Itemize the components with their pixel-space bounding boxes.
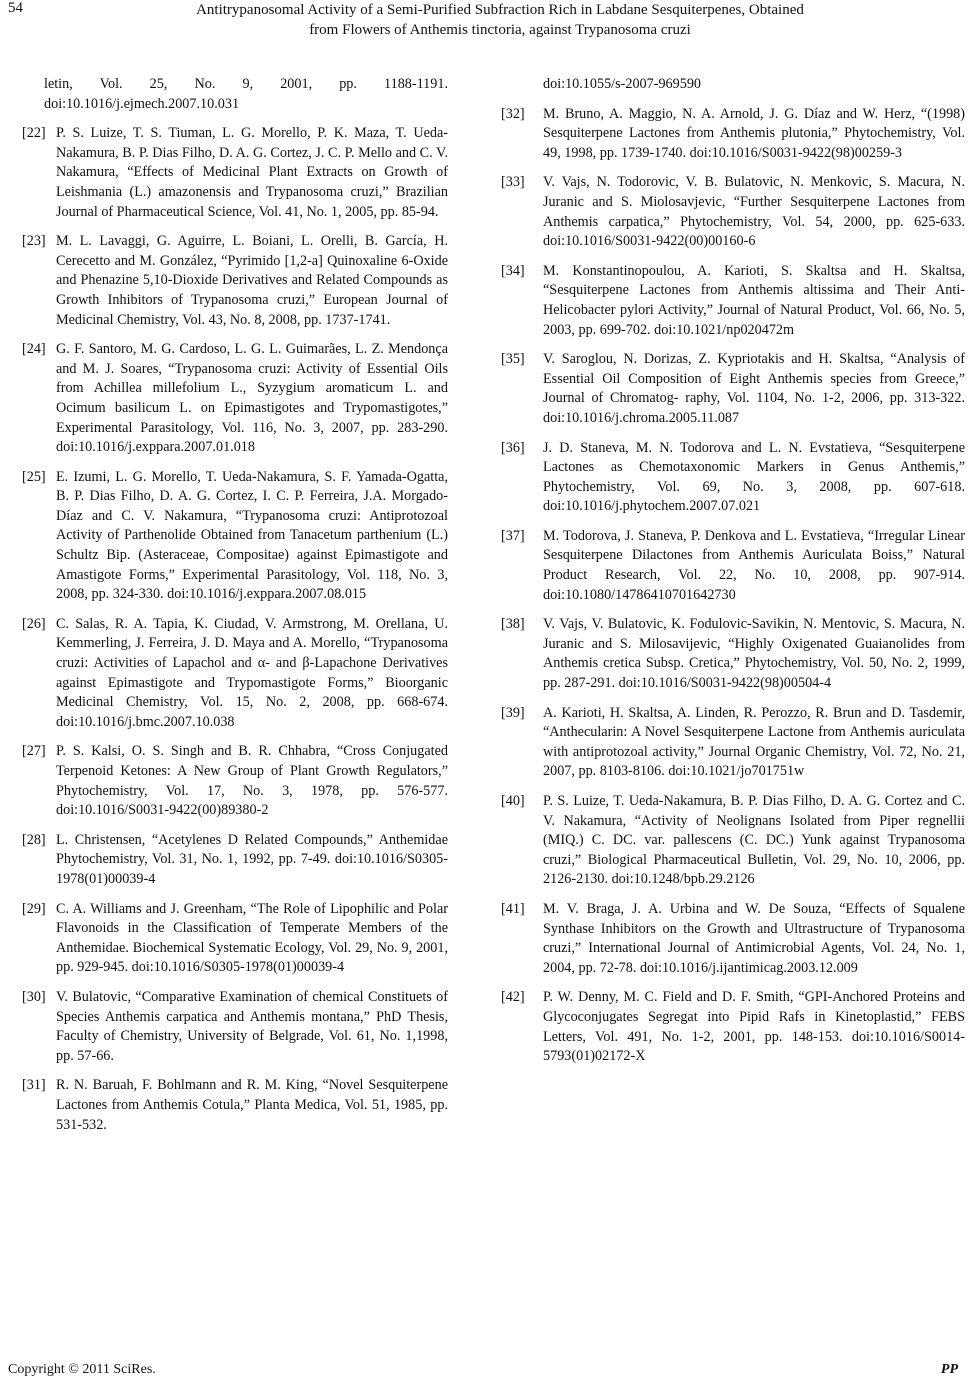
reference-number: [27] — [22, 743, 46, 760]
reference-entry — [501, 439, 965, 517]
reference-entry — [501, 792, 965, 890]
reference-text: V. Saroglou, N. Dorizas, Z. Kypriotakis and H. Skaltsa, “Analysis of Essential Oil Composition of Eight Anthemis species from Greece,” Journal of Chromatog- raphy, Vol. 1104, No. 1-2, 2006, pp. 313-322. doi:10.1016/j.chroma.2005.11.087 — [543, 351, 965, 426]
reference-entry — [501, 900, 965, 978]
reference-text: letin, Vol. 25, No. 9, 2001, pp. 1188-1191. doi:10.1016/j.ejmech.2007.10.031 — [44, 76, 448, 112]
reference-text: L. Christensen, “Acetylenes D Related Compounds,” Anthemidae Phytochemistry, Vol. 31, No. 1, 1992, pp. 7-49. doi:10.1016/S0305-1978(01)00039-4 — [56, 831, 448, 887]
footer-copyright: Copyright © 2011 SciRes. — [8, 1362, 156, 1377]
reference-number: [34] — [501, 262, 525, 279]
reference-text: doi:10.1055/s-2007-969590 — [543, 76, 702, 92]
reference-text: M. Konstantinopoulou, A. Karioti, S. Skaltsa and H. Skaltsa, “Sesquiterpene Lactones from Anthemis altissima and Their Anti-Helicobacter pylori Activity,” Journal of Natural Product, Vol. 66, No. 5, 2003, pp. 699-702. doi:10.1021/np020472m — [543, 262, 965, 338]
reference-text: J. D. Staneva, M. N. Todorova and L. N. Evstatieva, “Sesquiterpene Lactones as Chemotaxonomic Markers in Genus Anthemis,” Phytochemistry, Vol. 69, No. 3, 2008, pp. 607-618. doi:10.1016/j.phytochem.2007.07.021 — [543, 439, 965, 515]
reference-text: P. S. Kalsi, O. S. Singh and B. R. Chhabra, “Cross Conjugated Terpenoid Ketones: A New Group of Plant Growth Regulators,” Phytochemistry, Vol. 17, No. 3, 1978, pp. 576-577. doi:10.1016/S0031-9422(00)89380-2 — [56, 743, 448, 819]
reference-entry — [22, 340, 448, 458]
page-number: 54 — [8, 0, 23, 16]
reference-entry — [22, 900, 448, 978]
reference-text: P. S. Luize, T. S. Tiuman, L. G. Morello, P. K. Maza, T. Ueda-Nakamura, B. P. Dias Filho, D. A. G. Cortez, J. C. P. Mello and C. V. Nakamura, “Effects of Medicinal Plant Extracts on Growth of Leishmania (L.) amazonensis and Trypanosoma cruzi,” Brazilian Journal of Pharmaceutical Science, Vol. 41, No. 1, 2005, pp. 85-94. — [56, 125, 448, 220]
running-head-line-1: Antitrypanosomal Activity of a Semi-Purified Subfraction Rich in Labdane Sesquiterpenes, Obtained — [196, 2, 804, 18]
reference-text: M. Bruno, A. Maggio, N. A. Arnold, J. G. Díaz and W. Herz, “(1998) Sesquiterpene Lactones from Anthemis plutonia,” Phytochemistry, Vol. 49, 1998, pp. 1739-1740. doi:10.1016/S0031-9422(98)00259-3 — [543, 105, 965, 161]
reference-entry — [30, 75, 448, 114]
right-column — [501, 75, 965, 1077]
reference-number: [40] — [501, 793, 525, 809]
reference-number: [29] — [22, 900, 46, 917]
reference-text: M. V. Braga, J. A. Urbina and W. De Souza, “Effects of Squalene Synthase Inhibitors on the Growth and Ultrastructure of Trypanosoma cruzi,” International Journal of Antimicrobial Agents, Vol. 24, No. 1, 2004, pp. 72-78. doi:10.1016/j.ijantimicag.2003.12.009 — [543, 900, 965, 976]
footer-journal: PP — [940, 1362, 958, 1377]
reference-entry — [501, 615, 965, 693]
reference-number: [35] — [501, 351, 525, 368]
reference-text: C. A. Williams and J. Greenham, “The Role of Lipophilic and Polar Flavonoids in the Classification of Temperate Members of the Anthemidae. Biochemical Systematic Ecology, Vol. 29, No. 9, 2001, pp. 929-945. doi:10.1016/S0305-1978(01)00039-4 — [56, 900, 448, 976]
reference-text: G. F. Santoro, M. G. Cardoso, L. G. L. Guimarães, L. Z. Mendonça and M. J. Soares, “Trypanosoma cruzi: Activity of Essential Oils from Achillea millefolium L., Syzygium aromaticum L. and Ocimum basilicum L. on Epimastigotes and Trypomastigotes,” Experimental Parasitology, Vol. 116, No. 3, 2007, pp. 283-290. doi:10.1016/j.exppara.2007.01.018 — [56, 341, 448, 456]
reference-entry — [22, 988, 448, 1066]
left-column — [22, 75, 448, 1145]
reference-entry — [501, 988, 965, 1066]
reference-text: E. Izumi, L. G. Morello, T. Ueda-Nakamura, S. F. Yamada-Ogatta, B. P. Dias Filho, D. A. G. Cortez, I. C. P. Ferreira, J.A. Morgado-Díaz and C. V. Nakamura, “Trypanosoma cruzi: Antiprotozoal Activity of Parthenolide Obtained from Tanacetum parthenium (L.) Schultz Bip. (Asteraceae, Compositae) against Epimastigote and Amastigote Forms,” Experimental Parasitology, Vol. 118, No. 3, 2008, pp. 324-330. doi:10.1016/j.exppara.2007.08.015 — [56, 468, 448, 603]
reference-entry — [22, 742, 448, 820]
reference-text: A. Karioti, H. Skaltsa, A. Linden, R. Perozzo, R. Brun and D. Tasdemir, “Anthecularin: A Novel Sesquiterpene Lactone from Anthemis auriculata with antiprotozoal activity,” Journal Organic Chemistry, Vol. 72, No. 21, 2007, pp. 8103-8106. doi:10.1021/jo701751w — [543, 704, 965, 780]
reference-entry — [501, 173, 965, 251]
reference-number: [32] — [501, 105, 525, 122]
reference-text: R. N. Baruah, F. Bohlmann and R. M. King, “Novel Sesquiterpene Lactones from Anthemis Cotula,” Planta Medica, Vol. 51, 1985, pp. 531-532. — [56, 1077, 448, 1133]
reference-entry — [22, 831, 448, 890]
reference-entry — [501, 262, 965, 340]
reference-entry — [22, 615, 448, 733]
reference-text: V. Bulatovic, “Comparative Examination of chemical Constituets of Species Anthemis carpatica and Anthemis montana,” PhD Thesis, Faculty of Chemistry, University of Belgrade, Vol. 61, No. 1,1998, pp. 57-66. — [56, 988, 448, 1064]
reference-number: [36] — [501, 439, 525, 456]
reference-number: [31] — [22, 1077, 46, 1094]
reference-number: [24] — [22, 341, 46, 358]
reference-entry — [515, 75, 965, 95]
reference-entry — [501, 105, 965, 164]
reference-text: M. L. Lavaggi, G. Aguirre, L. Boiani, L. Orelli, B. García, H. Cerecetto and M. González, “Pyrimido [1,2-a] Quinoxaline 6-Oxide and Phenazine 5,10-Dioxide Derivatives and Related Compounds as Growth Inhibitors of Trypanosoma cruzi,” European Journal of Medicinal Chemistry, Vol. 43, No. 8, 2008, pp. 1737-1741. — [56, 233, 448, 328]
running-head — [100, 0, 900, 40]
reference-number: [33] — [501, 174, 525, 191]
reference-entry — [501, 350, 965, 428]
reference-number: [42] — [501, 989, 525, 1006]
reference-number: [30] — [22, 988, 46, 1005]
running-head-line-2: from Flowers of Anthemis tinctoria, against Trypanosoma cruzi — [309, 22, 691, 38]
reference-text: V. Vajs, N. Todorovic, V. B. Bulatovic, N. Menkovic, S. Macura, N. Juranic and S. Miolosavjevic, “Further Sesquiterpene Lactones from Anthemis carpatica,” Phytochemistry, Vol. 54, 2000, pp. 625-633. doi:10.1016/S0031-9422(00)00160-6 — [543, 174, 965, 250]
reference-number: [22] — [22, 125, 46, 142]
reference-entry — [22, 468, 448, 605]
reference-number: [23] — [22, 233, 46, 250]
reference-number: [39] — [501, 704, 525, 721]
reference-entry — [22, 1076, 448, 1135]
reference-text: V. Vajs, V. Bulatovic, K. Fodulovic-Savikin, N. Mentovic, S. Macura, N. Juranic and S. Milosavijevic, “Highly Oxigenated Guaianolides from Anthemis cretica Subsp. Cretica,” Phytochemistry, Vol. 50, No. 2, 1999, pp. 287-291. doi:10.1016/S0031-9422(98)00504-4 — [543, 616, 965, 692]
reference-text: M. Todorova, J. Staneva, P. Denkova and L. Evstatieva, “Irregular Linear Sesquiterpene Dilactones from Anthemis Auriculata Boiss,” Natural Product Research, Vol. 22, No. 10, 2008, pp. 907-914. doi:10.1080/14786410701642730 — [543, 527, 965, 603]
reference-entry — [22, 232, 448, 330]
reference-entry — [501, 527, 965, 605]
reference-entry — [22, 124, 448, 222]
reference-number: [38] — [501, 616, 525, 633]
reference-text: P. S. Luize, T. Ueda-Nakamura, B. P. Dias Filho, D. A. G. Cortez and C. V. Nakamura, “Activity of Neolignans Isolated from Piper regnellii (MIQ.) C. DC. var. pallescens (C. DC.) Yunk against Trypanosoma cruzi,” Biological Pharmaceutical Bulletin, Vol. 29, No. 10, 2006, pp. 2126-2130. doi:10.1248/bpb.29.2126 — [543, 793, 965, 888]
reference-entry — [501, 704, 965, 782]
reference-text: C. Salas, R. A. Tapia, K. Ciudad, V. Armstrong, M. Orellana, U. Kemmerling, J. Ferreira, J. D. Maya and A. Morello, “Trypanosoma cruzi: Activities of Lapachol and α- and β-Lapachone Derivatives against Epimastigote and Trypomastigote Forms,” Bioorganic Medicinal Chemistry, Vol. 15, No. 2, 2008, pp. 668-674. doi:10.1016/j.bmc.2007.10.038 — [56, 615, 448, 730]
reference-number: [41] — [501, 900, 525, 917]
reference-number: [37] — [501, 527, 525, 544]
reference-text: P. W. Denny, M. C. Field and D. F. Smith, “GPI-Anchored Proteins and Glycoconjugates Segregat into Pipid Rafs in Kinetoplastid,” FEBS Letters, Vol. 491, No. 1-2, 2001, pp. 148-153. doi:10.1016/S0014-5793(01)02172-X — [543, 989, 965, 1065]
reference-number: [26] — [22, 615, 46, 632]
reference-number: [28] — [22, 831, 46, 848]
reference-number: [25] — [22, 468, 46, 485]
